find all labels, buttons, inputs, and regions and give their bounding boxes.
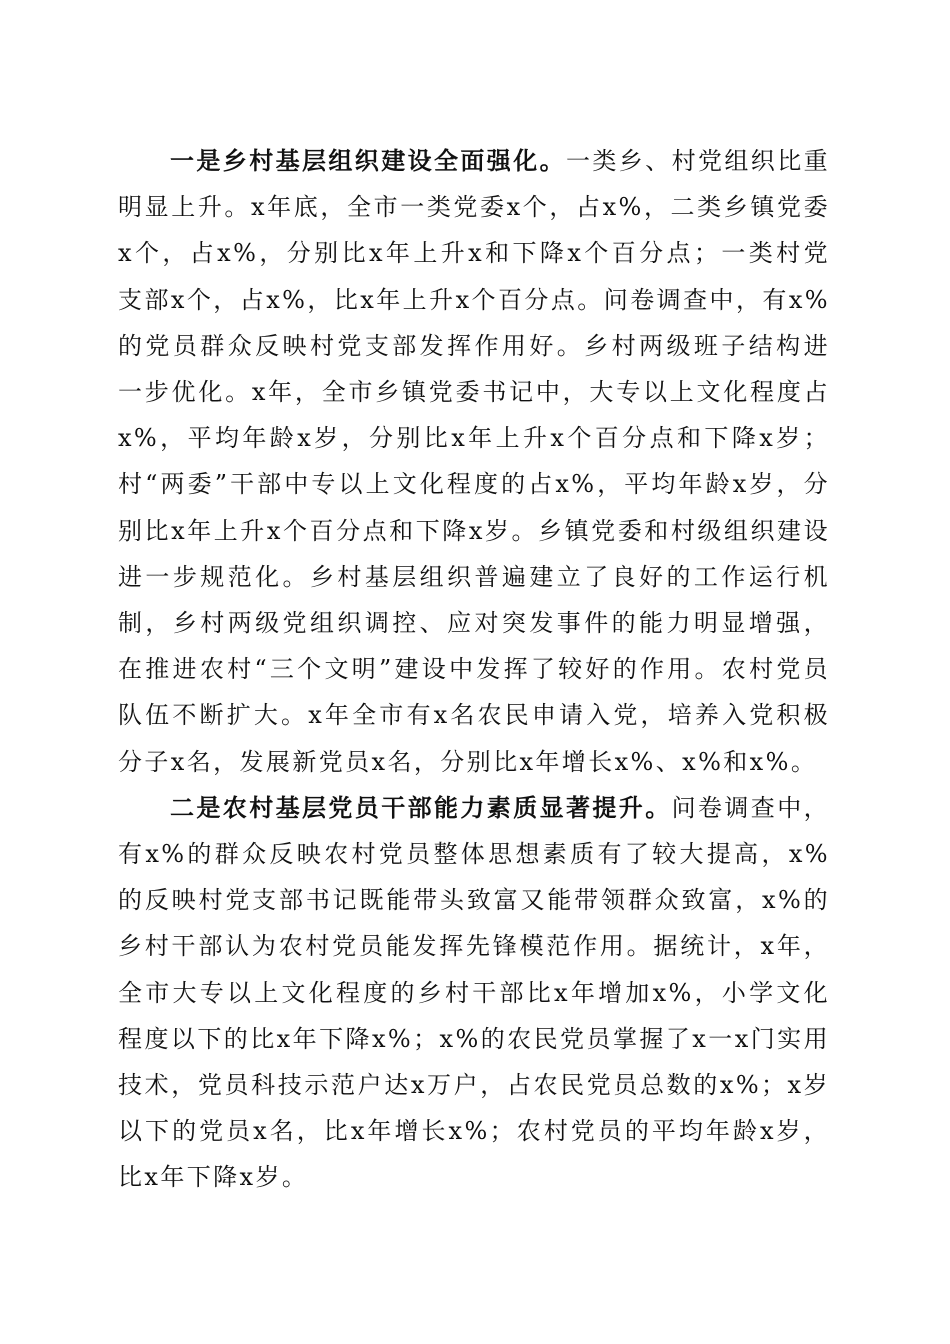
paragraph-lead-heading: 二是农村基层党员干部能力素质显著提升。	[170, 792, 672, 822]
paragraph-body-text: 问卷调查中，有x%的群众反映农村党员整体思想素质有了较大提高，x%的反映村党支部书记既能带头致富又能带领群众致富，x%的乡村干部认为农村党员能发挥先锋模范作用。据统计，x年，全市大专以上文化程度的乡村干部比x年增加x%，小学文化程度以下的比x年下降x%；x%的农民党员掌握了x一x门实用技术，党员科技示范户达x万户，占农民党员总数的x%；x岁以下的党员x名，比x年增长x%；农村党员的平均年龄x岁，比x年下降x岁。	[118, 793, 831, 1192]
paragraph-rural-organization	[118, 138, 830, 785]
document-page	[118, 138, 830, 1201]
paragraph-lead-heading: 一是乡村基层组织建设全面强化。	[170, 146, 566, 175]
paragraph-cadre-quality	[118, 785, 830, 1201]
paragraph-body-text: 一类乡、村党组织比重明显上升。x年底，全市一类党委x个，占x%，二类乡镇党委x个，占x%，分别比x年上升x和下降x个百分点；一类村党支部x个，占x%，比x年上升x个百分点。问卷调查中，有x%的党员群众反映村党支部发挥作用好。乡村两级班子结构进一步优化。x年，全市乡镇党委书记中，大专以上文化程度占x%，平均年龄x岁，分别比x年上升x个百分点和下降x岁；村“两委”干部中专以上文化程度的占x%，平均年龄x岁，分别比x年上升x个百分点和下降x岁。乡镇党委和村级组织建设进一步规范化。乡村基层组织普遍建立了良好的工作运行机制，乡村两级党组织调控、应对突发事件的能力明显增强，在推进农村“三个文明”建设中发挥了较好的作用。农村党员队伍不断扩大。x年全市有x名农民申请入党，培养入党积极分子x名，发展新党员x名，分别比x年增长x%、x%和x%。	[118, 147, 830, 776]
